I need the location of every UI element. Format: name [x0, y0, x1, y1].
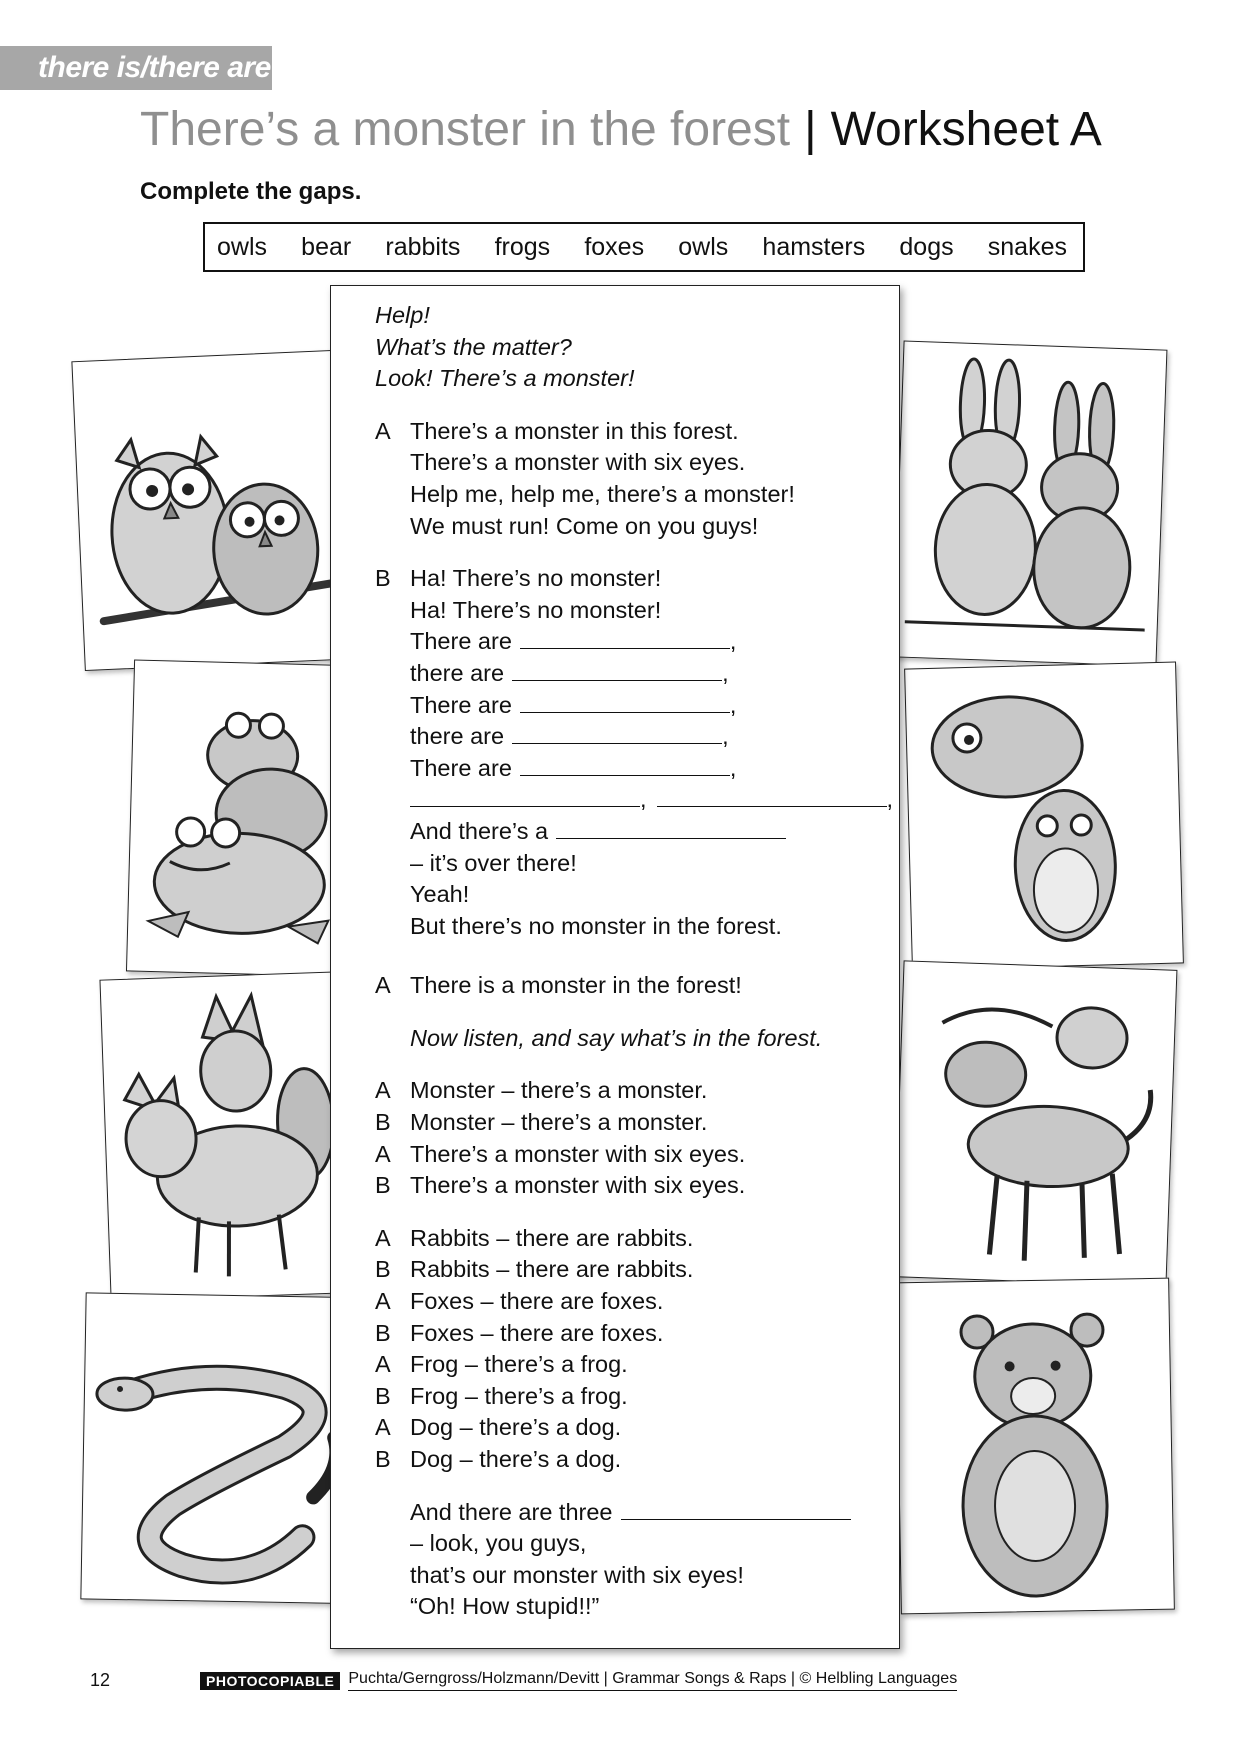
- lyric-line: Help me, help me, there’s a monster!: [410, 480, 795, 507]
- rabbits-panel: [893, 340, 1168, 666]
- lyric-line: Help!: [375, 302, 430, 328]
- gap-comma: ,: [722, 723, 729, 750]
- rabbit-icon: [894, 342, 1167, 666]
- lyric-line: Foxes – there are foxes.: [410, 1319, 664, 1346]
- gap-comma: ,: [729, 628, 737, 655]
- instruction: Complete the gaps.: [140, 178, 362, 205]
- word-item: dogs: [899, 232, 954, 261]
- lyric-line: Ha! There’s no monster!: [410, 596, 662, 623]
- lyric-line: Rabbits – there are rabbits.: [410, 1224, 694, 1251]
- word-item: rabbits: [385, 232, 461, 261]
- page-number: 12: [90, 1670, 111, 1690]
- gap-line-label: there are: [410, 659, 505, 686]
- dog-icon: [894, 961, 1177, 1285]
- title-main: There’s a monster in the forest: [140, 103, 791, 156]
- lyric-line: There is a monster in the forest!: [410, 972, 742, 999]
- lyric-line: Foxes – there are foxes.: [410, 1288, 664, 1315]
- speaker-label: B: [375, 1382, 391, 1409]
- lyric-line: Monster – there’s a monster.: [410, 1109, 708, 1136]
- page-title: [140, 100, 1102, 160]
- title-worksheet: Worksheet A: [830, 103, 1102, 156]
- speaker-label: B: [375, 1172, 391, 1199]
- answer-gap[interactable]: [410, 784, 640, 807]
- lyric-line: – look, you guys,: [410, 1530, 587, 1557]
- speaker-label: A: [375, 972, 391, 999]
- gap-comma: ,: [640, 786, 647, 813]
- section-tag: there is/there are: [0, 46, 272, 90]
- footer: [90, 1670, 1030, 1691]
- gap-line-label: And there are three: [410, 1498, 613, 1525]
- gap-comma: ,: [729, 691, 737, 718]
- speaker-label: B: [375, 1319, 391, 1346]
- lyric-line: Yeah!: [410, 881, 470, 908]
- lyric-line: “Oh! How stupid!!”: [410, 1593, 600, 1620]
- lyric-line: There’s a monster with six eyes.: [410, 1172, 746, 1199]
- word-item: snakes: [987, 232, 1067, 261]
- lyric-line: But there’s no monster in the forest.: [410, 912, 782, 939]
- speaker-label: A: [375, 1351, 391, 1378]
- credits: Puchta/Gerngross/Holzmann/Devitt | Grammar Songs & Raps | © Helbling Languages: [348, 1670, 957, 1691]
- title-separator: |: [804, 103, 817, 156]
- word-item: foxes: [584, 232, 645, 261]
- answer-gap[interactable]: [556, 816, 786, 839]
- owl-icon: [72, 350, 367, 670]
- lyric-line: There’s a monster in this forest.: [410, 417, 739, 444]
- gap-line-label: There are: [410, 754, 512, 781]
- dogs-panel: [893, 960, 1178, 1286]
- bear-icon: [896, 1279, 1174, 1614]
- word-item: hamsters: [762, 232, 866, 261]
- speaker-label: A: [375, 1140, 391, 1167]
- answer-gap[interactable]: [512, 658, 722, 681]
- lyric-line: What’s the matter?: [375, 333, 572, 360]
- lyric-line: There’s a monster with six eyes.: [410, 1140, 746, 1167]
- lyric-line: Frog – there’s a frog.: [410, 1382, 628, 1409]
- gap-line-label: There are: [410, 628, 512, 655]
- photocopiable-badge: PHOTOCOPIABLE: [200, 1672, 340, 1690]
- answer-gap[interactable]: [657, 784, 887, 807]
- word-item: bear: [301, 232, 352, 261]
- speaker-label: B: [375, 1109, 391, 1136]
- word-item: owls: [678, 232, 729, 261]
- word-item: frogs: [494, 232, 551, 261]
- answer-gap[interactable]: [520, 753, 730, 776]
- hamster-icon: [905, 663, 1183, 970]
- answer-gap[interactable]: [520, 626, 730, 649]
- owls-panel: [71, 349, 368, 671]
- lyric-line: Dog – there’s a dog.: [410, 1414, 622, 1441]
- speaker-label: A: [375, 1288, 391, 1315]
- lyric-line: Look! There’s a monster!: [375, 365, 635, 392]
- gap-line-label: there are: [410, 723, 505, 750]
- answer-gap[interactable]: [520, 690, 730, 713]
- gap-comma: ,: [886, 786, 894, 813]
- lyric-line: that’s our monster with six eyes!: [410, 1561, 744, 1588]
- listen-instruction: Now listen, and say what’s in the forest.: [410, 1024, 823, 1051]
- answer-gap[interactable]: [621, 1497, 851, 1520]
- gap-line-label: There are: [410, 691, 512, 718]
- lyric-line: Dog – there’s a dog.: [410, 1446, 622, 1472]
- gap-comma: ,: [729, 754, 737, 781]
- lyric-line: We must run! Come on you guys!: [410, 512, 759, 539]
- lyric-line: Monster – there’s a monster.: [410, 1077, 708, 1104]
- lyric-line: There’s a monster with six eyes.: [410, 449, 746, 476]
- lyric-line: Ha! There’s no monster!: [410, 565, 662, 592]
- word-box: [203, 222, 1085, 272]
- gap-comma: ,: [722, 659, 729, 686]
- speaker-label: B: [375, 1256, 391, 1283]
- bear-panel: [895, 1278, 1175, 1615]
- lyric-line: Frog – there’s a frog.: [410, 1351, 628, 1378]
- lyric-line: Rabbits – there are rabbits.: [410, 1256, 694, 1283]
- speaker-label: A: [375, 1414, 391, 1441]
- answer-gap[interactable]: [512, 721, 722, 744]
- speaker-label: A: [375, 1224, 391, 1251]
- gap-line-label: And there’s a: [410, 817, 549, 844]
- speaker-label: B: [375, 565, 391, 592]
- speaker-label: A: [375, 417, 391, 444]
- word-item: owls: [217, 232, 268, 261]
- speaker-label: A: [375, 1077, 391, 1104]
- lyric-line: – it’s over there!: [410, 849, 577, 876]
- lyrics-panel: [330, 285, 900, 1649]
- speaker-label: B: [375, 1446, 391, 1472]
- hamsters-panel: [904, 661, 1184, 970]
